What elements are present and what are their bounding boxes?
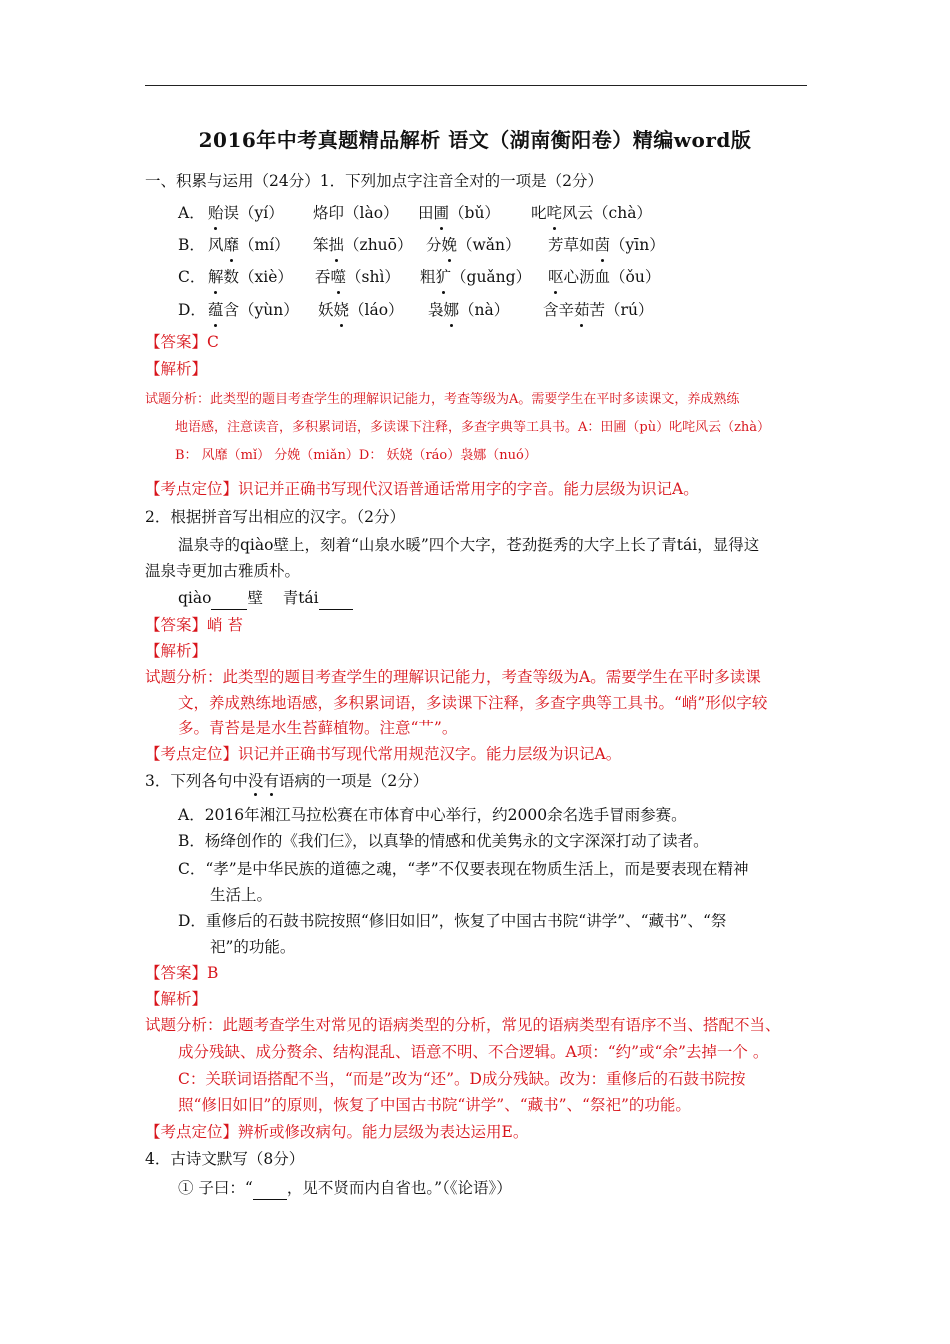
q3-kaodian: 【考点定位】辨析或修改病句。能力层级为表达运用E。 (145, 1123, 529, 1141)
q1-analysis-line: 试题分析：此类型的题目考查学生的理解识记能力，考查等级为A。需要学生在平时多读课文，养成熟练 (145, 392, 740, 407)
q3-answer: 【答案】B (145, 964, 219, 982)
q2-passage-line: 温泉寺更加古雅质朴。 (145, 562, 301, 580)
q3-option-d: D．重修后的石鼓书院按照“修旧如旧”，恢复了中国古书院“讲学”、“藏书”、“祭 (178, 912, 727, 930)
q1-stem: 一、积累与运用（24分）1．下列加点字注音全对的一项是（2分） (145, 172, 603, 190)
q2-blank1-pinyin: qiào (178, 589, 212, 607)
q1-option-b: B． 风靡（mí） 笨拙（zhuō） 分娩（wǎn） 芳草如茵（yīn） (178, 236, 665, 254)
q4-blank-1[interactable] (253, 1177, 287, 1200)
q1-analysis-line: B： 风靡（mǐ） 分娩（miǎn）D： 妖娆（ráo）袅娜（nuó） (175, 448, 537, 463)
q3-option-d-cont: 祀”的功能。 (210, 938, 296, 956)
q2-kaodian: 【考点定位】识记并正确书写现代常用规范汉字。能力层级为识记A。 (145, 745, 622, 763)
q3-option-c-cont: 生活上。 (210, 886, 273, 904)
q2-blank2-pinyin: 青tái (282, 589, 319, 607)
q3-analysis-label: 【解析】 (145, 990, 208, 1008)
q1-option-c: C． 解数（xiè） 吞噬（shì） 粗犷（guǎng） 呕心沥血（ǒu） (178, 268, 661, 286)
q2-analysis-line: 试题分析：此类型的题目考查学生的理解识记能力，考查等级为A。需要学生在平时多读课 (145, 668, 761, 686)
q4-line-1: ① 子曰：“ ，见不贤而内自省也。”（《论语》） (178, 1177, 512, 1200)
q2-analysis-line: 文，养成熟练地语感，多积累词语，多读课下注释，多查字典等工具书。“峭”形似字较 (178, 694, 768, 712)
q3-option-b: B．杨绛创作的《我们仨》，以真挚的情感和优美隽永的文字深深打动了读者。 (178, 832, 709, 850)
q4-stem: 4．古诗文默写（8分） (145, 1150, 305, 1168)
q2-blank1[interactable] (211, 587, 247, 610)
q3-option-a: A．2016年湘江马拉松赛在市体育中心举行，约2000余名选手冒雨参赛。 (178, 806, 687, 824)
header-rule (145, 85, 807, 86)
q3-analysis-line: C：关联词语搭配不当，“而是”改为“还”。D成分残缺。改为：重修后的石鼓书院按 (178, 1070, 746, 1088)
q2-stem: 2．根据拼音写出相应的汉字。（2分） (145, 508, 405, 526)
q2-analysis-label: 【解析】 (145, 642, 208, 660)
q3-stem: 3．下列各句中没有语病的一项是（2分） (145, 772, 429, 790)
q2-answer: 【答案】峭 苔 (145, 616, 243, 634)
document-title: 2016年中考真题精品解析 语文（湖南衡阳卷）精编word版 (198, 128, 752, 152)
q2-blank2[interactable] (319, 587, 353, 610)
q3-analysis-line: 照“修旧如旧”的原则，恢复了中国古书院“讲学”、“藏书”、“祭祀”的功能。 (178, 1096, 691, 1114)
q1-analysis-line: 地语感，注意读音，多积累词语，多读课下注释，多查字典等工具书。A：田圃（pù）叱咤风云（zhà） (175, 420, 771, 435)
q1-option-d: D． 蕴含（yùn） 妖娆（láo） 袅娜（nà） 含辛茹苦（rú） (178, 301, 654, 319)
q2-blanks: qiào 壁 青tái (178, 587, 353, 610)
q1-kaodian: 【考点定位】识记并正确书写现代汉语普通话常用字的字音。能力层级为识记A。 (145, 480, 699, 498)
q3-option-c: C．“孝”是中华民族的道德之魂，“孝”不仅要表现在物质生活上，而是要表现在精神 (178, 860, 749, 878)
q3-analysis-line: 试题分析：此题考查学生对常见的语病类型的分析，常见的语病类型有语序不当、搭配不当、 (145, 1016, 781, 1034)
q2-passage-line: 温泉寺的qiào壁上，刻着“山泉水暖”四个大字，苍劲挺秀的大字上长了青tái，显得这 (178, 536, 760, 554)
q1-option-a: A． 贻误（yí） 烙印（lào） 田圃（bǔ） 叱咤风云（chà） (178, 204, 652, 222)
q1-analysis-label: 【解析】 (145, 360, 208, 378)
q1-answer: 【答案】C (145, 333, 219, 351)
q3-analysis-line: 成分残缺、成分赘余、结构混乱、语意不明、不合逻辑。A项：“约”或“余”去掉一个 。 (178, 1043, 769, 1061)
q2-analysis-line: 多。青苔是是水生苔藓植物。注意“艹”。 (178, 719, 458, 737)
